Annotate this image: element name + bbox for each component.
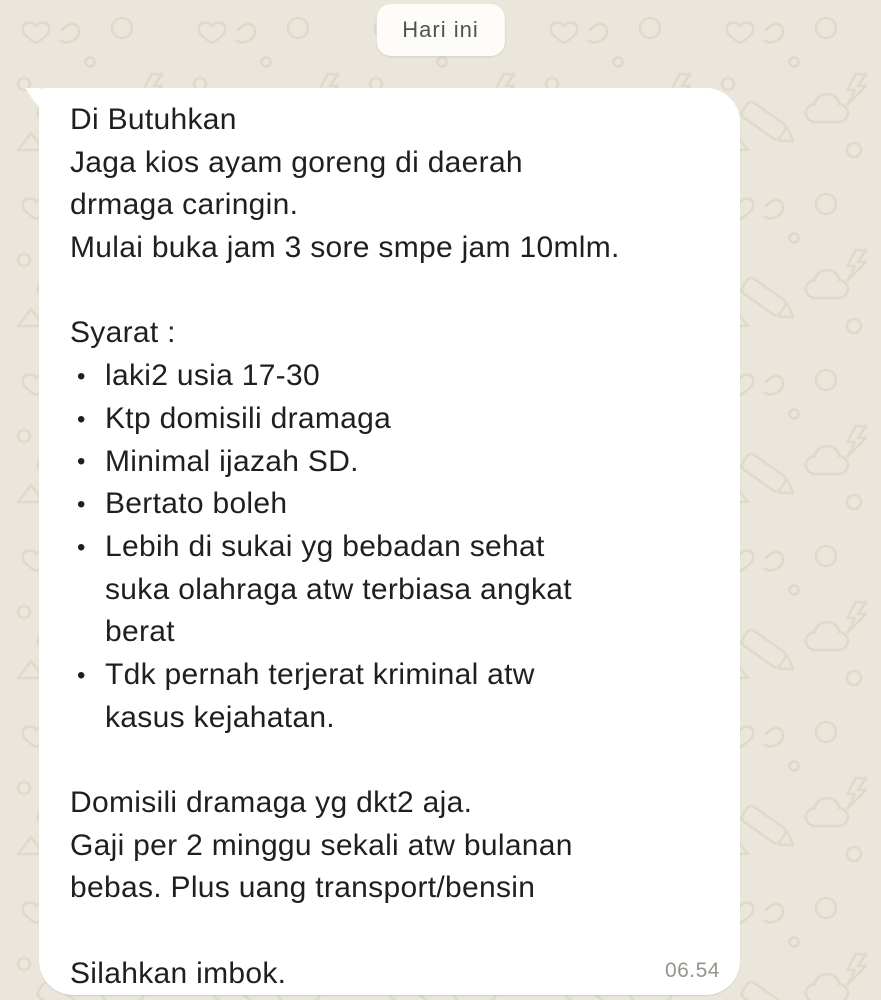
message-bullet-line — [70, 398, 720, 441]
blank-line — [70, 739, 720, 782]
message-bullet-line — [70, 355, 720, 398]
bullet-dot: • — [77, 448, 86, 476]
bullet-dot: • — [77, 405, 86, 433]
bullet-text: Ktp domisili dramaga — [105, 401, 392, 435]
message-bullet-line — [70, 441, 720, 484]
blank-line — [70, 270, 720, 313]
message-bullet-line — [70, 483, 720, 526]
bullet-dot: • — [77, 490, 86, 518]
bullet-dot: • — [77, 533, 86, 561]
message-text-line: Mulai buka jam 3 sore smpe jam 10mlm. — [70, 231, 620, 265]
bullet-text: Tdk pernah terjerat kriminal atw — [105, 657, 535, 691]
message-bullet-continuation: berat — [105, 615, 175, 649]
message-text-line: Silahkan imbok. — [70, 956, 287, 990]
message-text-line: bebas. Plus uang transport/bensin — [70, 871, 536, 905]
bullet-dot: • — [77, 362, 86, 390]
message-bubble[interactable] — [39, 88, 740, 995]
blank-line — [70, 910, 720, 953]
message-text-line: drmaga caringin. — [70, 188, 299, 222]
bullet-text: laki2 usia 17-30 — [105, 359, 320, 393]
message-text-line: Gaji per 2 minggu sekali atw bulanan — [70, 828, 573, 862]
message-timestamp: 06.54 — [664, 959, 720, 982]
message-text — [39, 88, 740, 995]
requirements-header: Syarat : — [70, 316, 176, 350]
message-text-line: Jaga kios ayam goreng di daerah — [70, 145, 523, 179]
date-pill-label: Hari ini — [402, 17, 479, 42]
bullet-text: Lebih di sukai yg bebadan sehat — [105, 529, 545, 563]
message-text-line: Domisili dramaga yg dkt2 aja. — [70, 786, 473, 819]
date-pill — [376, 4, 504, 56]
message-bullet-continuation: suka olahraga atw terbiasa angkat — [105, 572, 572, 606]
message-text-line: Di Butuhkan — [70, 103, 237, 136]
bullet-text: Bertato boleh — [105, 487, 288, 521]
bullet-text: Minimal ijazah SD. — [105, 444, 359, 478]
message-bullet-line — [70, 526, 720, 569]
message-bullet-line — [70, 654, 720, 697]
bullet-dot: • — [77, 661, 86, 689]
message-bullet-continuation: kasus kejahatan. — [105, 700, 335, 734]
